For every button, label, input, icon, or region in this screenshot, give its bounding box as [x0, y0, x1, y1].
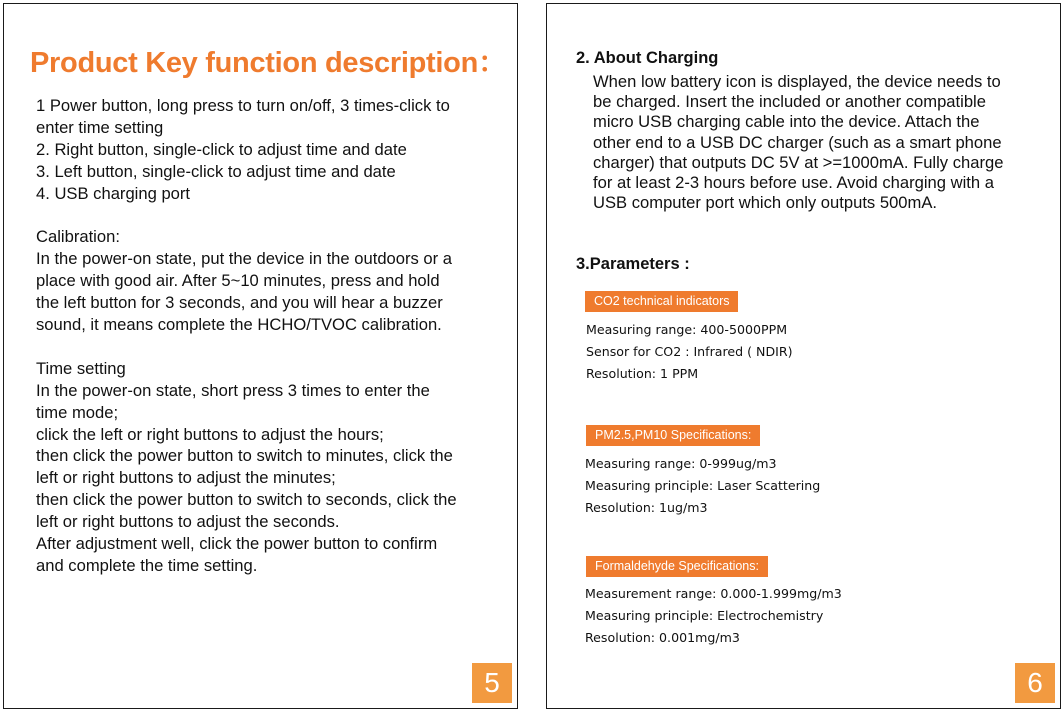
spec-line: Sensor for CO2 : Infrared ( NDIR) — [586, 343, 793, 359]
key-line: 4. USB charging port — [36, 183, 191, 203]
charging-line: USB computer port which only outputs 500mA. — [593, 193, 938, 213]
charging-line: be charged. Insert the included or another compatible — [593, 92, 986, 112]
charging-body — [593, 72, 1053, 213]
calibration-line: the left button for 3 seconds, and you will hear a buzzer — [36, 293, 443, 313]
spec-line: Measuring range: 400-5000PPM — [586, 322, 788, 337]
calibration-line: sound, it means complete the HCHO/TVOC calibration. — [36, 315, 442, 335]
page-6 — [546, 3, 1061, 709]
hcho-specs — [585, 583, 842, 648]
time-setting-line: then click the power button to switch to seconds, click the — [36, 490, 457, 510]
key-line: 2. Right button, single-click to adjust time and date — [36, 139, 407, 159]
charging-line: charger) that outputs DC 5V at >=1000mA. Fully charge — [593, 152, 1004, 172]
hcho-tag: Formaldehyde Specifications: — [586, 556, 768, 577]
key-line: 1 Power button, long press to turn on/off, 3 times-click to — [36, 96, 450, 115]
charging-line: micro USB charging cable into the device. Attach the — [593, 112, 980, 132]
key-line: enter time setting — [36, 117, 164, 137]
charging-line: for at least 2-3 hours before use. Avoid charging with a — [593, 173, 994, 193]
time-setting-line: left or right buttons to adjust the seconds. — [36, 512, 340, 532]
pm-specs — [585, 453, 820, 518]
charging-line: other end to a USB DC charger (such as a smart phone — [593, 132, 1002, 152]
calibration-line: In the power-on state, put the device in the outdoors or a — [36, 249, 453, 269]
spec-line: Measurement range: 0.000-1.999mg/m3 — [585, 586, 842, 601]
time-setting-line: In the power-on state, short press 3 times to enter the — [36, 380, 430, 400]
calibration-line: place with good air. After 5~10 minutes, press and hold — [36, 271, 440, 291]
page-number: 5 — [472, 663, 512, 703]
time-setting-heading: Time setting — [36, 358, 126, 378]
page-title: Product Key function description： — [30, 47, 507, 79]
page-number: 6 — [1015, 663, 1055, 703]
spec-line: Resolution: 0.001mg/m3 — [585, 629, 740, 645]
spec-line: Measuring principle: Electrochemistry — [585, 607, 824, 623]
key-function-body — [36, 95, 508, 577]
charging-line: When low battery icon is displayed, the device needs to — [593, 72, 1001, 91]
co2-tag: CO2 technical indicators — [585, 291, 738, 312]
spec-line: Measuring range: 0-999ug/m3 — [585, 456, 777, 471]
key-line: 3. Left button, single-click to adjust time and date — [36, 161, 396, 181]
charging-heading: 2. About Charging — [576, 49, 719, 67]
parameters-heading: 3.Parameters : — [576, 255, 690, 273]
calibration-heading: Calibration: — [36, 227, 120, 247]
time-setting-line: time mode; — [36, 402, 119, 422]
spec-line: Measuring principle: Laser Scattering — [585, 477, 821, 493]
spec-line: Resolution: 1 PPM — [586, 365, 699, 381]
time-setting-line: and complete the time setting. — [36, 556, 258, 575]
page-5 — [3, 3, 518, 709]
time-setting-line: click the left or right buttons to adjust the hours; — [36, 424, 384, 444]
time-setting-line: After adjustment well, click the power button to confirm — [36, 534, 438, 554]
time-setting-line: left or right buttons to adjust the minutes; — [36, 468, 336, 488]
time-setting-line: then click the power button to switch to minutes, click the — [36, 446, 453, 466]
spec-line: Resolution: 1ug/m3 — [585, 499, 708, 515]
co2-specs — [586, 319, 793, 384]
pm-tag: PM2.5,PM10 Specifications: — [586, 425, 760, 446]
